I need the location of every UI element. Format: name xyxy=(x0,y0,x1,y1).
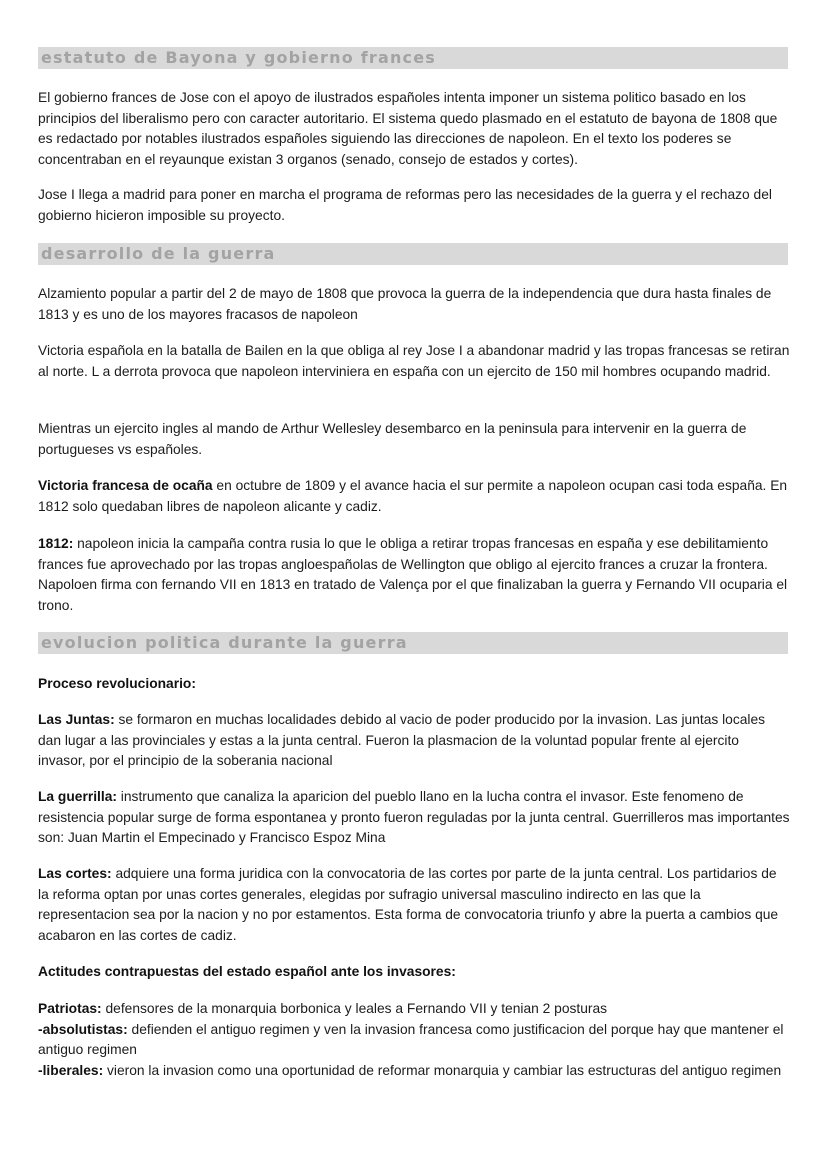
paragraph-text: napoleon inicia la campaña contra rusia lo que le obliga a retirar tropas francesas en españa y ese debilitamiento frances fue aprovechado por las tropas angloespañolas de Wellington que obligo al ejercito frances a cruzar la frontera. Napoloen firma con fernando VII en 1813 en tratado de Valença por el que finalizaban la guerra y Fernando VII ocuparia el trono. xyxy=(38,536,788,613)
paragraph-text: se formaron en muchas localidades debido al vacio de poder producido por la invasion. Las juntas locales dan lugar a las provinciales y estas a la junta central. Fueron la plasmacion de la voluntad popular frente al ejercito invasor, por el principio de la soberania nacional xyxy=(38,712,766,768)
paragraph-text: instrumento que canaliza la aparicion del pueblo llano en la lucha contra el invasor. Este fenomeno de resistencia popular surge de forma espontanea y pronto fueron reguladas por la junta central. Guerrilleros mas importantes son: Juan Martin el Empecinado y Francisco Espoz Mina xyxy=(38,789,790,845)
paragraph-lead: Las Juntas: xyxy=(38,712,115,727)
paragraph-text: El gobierno frances de Jose con el apoyo de ilustrados españoles intenta imponer un sistema politico basado en los principios del liberalismo pero con caracter autoritario. El sistema quedo plasmado en el estatuto de bayona de 1808 que es redactado por notables ilustrados españoles siguiendo las direcciones de napoleon. En el texto los poderes se concentraban en el reyaunque existan 3 organos (senado, consejo de estados y cortes). xyxy=(38,90,778,167)
paragraph-lead: Patriotas: xyxy=(38,1001,102,1016)
paragraph-text: Mientras un ejercito ingles al mando de Arthur Wellesley desembarco en la peninsula para intervenir en la guerra de portugueses vs españoles. xyxy=(38,421,747,457)
paragraph-lead: 1812: xyxy=(38,536,74,551)
paragraph xyxy=(38,476,790,517)
section-header-desarrollo xyxy=(38,243,788,265)
paragraph xyxy=(38,185,790,226)
subheading xyxy=(38,674,790,695)
subheading-text: Proceso revolucionario: xyxy=(38,676,196,691)
paragraph-text: vieron la invasion como una oportunidad de reformar monarquia y cambiar las estructuras del antiguo regimen xyxy=(103,1062,782,1078)
paragraph-lead: -liberales: xyxy=(38,1062,104,1078)
subheading xyxy=(38,962,790,983)
paragraph-lead: La guerrilla: xyxy=(38,789,117,804)
paragraph xyxy=(38,284,790,325)
paragraph xyxy=(38,787,790,849)
paragraph-lead: Victoria francesa de ocaña xyxy=(38,478,213,493)
paragraph-lead: -absolutistas: xyxy=(38,1021,128,1037)
paragraph xyxy=(38,864,790,946)
paragraph-text: defienden el antiguo regimen y ven la invasion francesa como justificacion del porque hay que mantener el antiguo regimen xyxy=(38,1021,784,1057)
section-title: desarrollo de la guerra xyxy=(41,244,276,263)
paragraph xyxy=(38,419,790,460)
section-header-evolucion xyxy=(38,632,788,654)
paragraph-text: en octubre de 1809 y el avance hacia el sur permite a napoleon ocupan casi toda españa. En 1812 solo quedaban libres de napoleon alicante y cadiz. xyxy=(38,478,788,514)
section-title: estatuto de Bayona y gobierno frances xyxy=(41,48,437,67)
section-header-estatuto xyxy=(38,47,788,69)
paragraph-text: defensores de la monarquia borbonica y leales a Fernando VII y tenian 2 posturas xyxy=(101,1001,608,1016)
paragraph-lead: Las cortes: xyxy=(38,866,112,881)
paragraph xyxy=(38,341,790,382)
paragraph-text: Jose I llega a madrid para poner en marcha el programa de reformas pero las necesidades de la guerra y el rechazo del gobierno hicieron imposible su proyecto. xyxy=(38,187,772,223)
paragraph xyxy=(38,710,790,772)
paragraph xyxy=(38,88,790,170)
paragraph-text: Victoria española en la batalla de Bailen en la que obliga al rey Jose I a abandonar madrid y las tropas francesas se retiran al norte. L a derrota provoca que napoleon interviniera en españa con un ejercito de 150 mil hombres ocupando madrid. xyxy=(38,343,790,379)
section-title: evolucion politica durante la guerra xyxy=(41,633,408,652)
paragraph-block xyxy=(38,999,790,1081)
subheading-text: Actitudes contrapuestas del estado español ante los invasores: xyxy=(38,964,456,979)
paragraph-text: Alzamiento popular a partir del 2 de mayo de 1808 que provoca la guerra de la independencia que dura hasta finales de 1813 y es uno de los mayores fracasos de napoleon xyxy=(38,286,772,322)
paragraph xyxy=(38,534,790,616)
paragraph-text: adquiere una forma juridica con la convocatoria de las cortes por parte de la junta central. Los partidarios de la reforma optan por unas cortes generales, elegidas por sufragio universal masculino indirecto en las que la representacion sea por la nacion y no por estamentos. Esta forma de convocatoria triunfo y abre la puerta a cambios que acabaron en las cortes de cadiz. xyxy=(38,866,779,943)
